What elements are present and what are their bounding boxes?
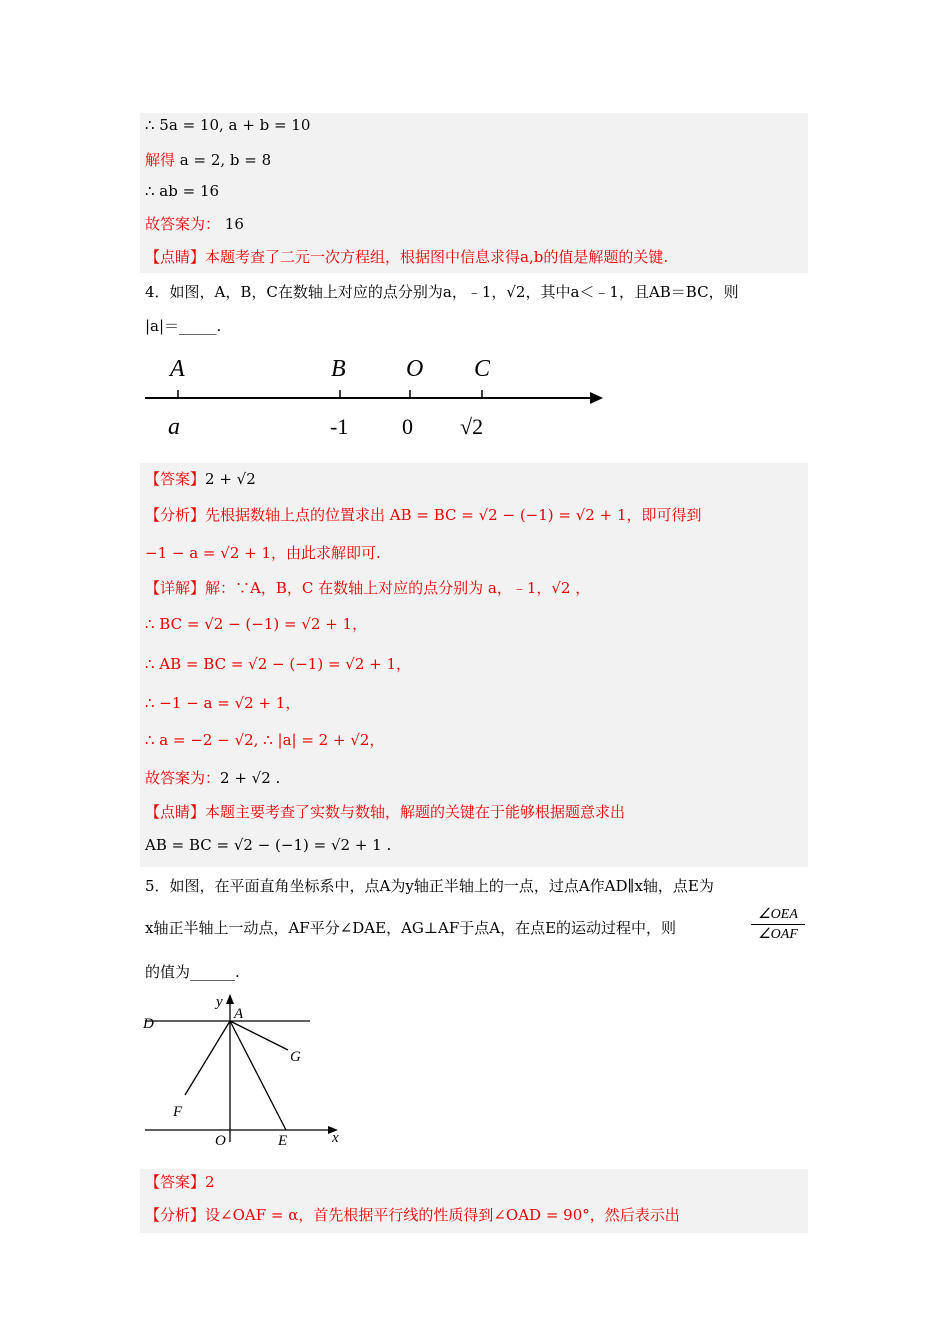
fraction-denominator: ∠OAF: [758, 927, 798, 942]
value-label-minus1: -1: [330, 414, 349, 439]
block1-line3: ∴ ab = 16: [145, 182, 220, 200]
segment-ae: [230, 1021, 286, 1130]
number-line-arrow: [590, 392, 603, 404]
label-g: G: [290, 1049, 301, 1065]
q4-final-answer: 故答案为：2 + √2 .: [145, 769, 281, 787]
q4-detail-line4: ∴ −1 − a = √2 + 1，: [145, 694, 301, 712]
block1-line2: 解得 a = 2, b = 8: [145, 151, 272, 169]
point-label-c: C: [474, 356, 491, 382]
q4-detail-line5: ∴ a = −2 − √2, ∴ |a| = 2 + √2，: [145, 731, 385, 749]
q4-analysis-line2: −1 − a = √2 + 1，由此求解即可.: [145, 544, 381, 562]
block1-line4: 故答案为： 16: [145, 215, 244, 233]
q5-stem-line2: x轴正半轴上一动点，AF平分∠DAE，AG⊥AF于点A，在点E的运动过程中，则: [145, 919, 677, 937]
q5-coordinate-figure: [140, 990, 360, 1150]
label-d: D: [143, 1016, 154, 1032]
label-y: y: [216, 994, 223, 1010]
q4-comment-line2: AB = BC = √2 − (−1) = √2 + 1 .: [145, 836, 392, 854]
point-label-b: B: [331, 356, 346, 382]
label-f: F: [173, 1104, 183, 1120]
q4-stem-line2: |a|＝_____.: [145, 317, 222, 335]
value-label-a: a: [168, 414, 180, 440]
value-label-sqrt2: √2: [460, 414, 484, 439]
segment-af: [185, 1021, 230, 1095]
block1-comment: 【点睛】本题考查了二元一次方程组，根据图中信息求得a,b的值是解题的关键.: [145, 248, 669, 266]
q4-analysis-line1: 【分析】先根据数轴上点的位置求出 AB = BC = √2 − (−1) = √2 + 1，即可得到: [145, 506, 702, 524]
q4-detail-line3: ∴ AB = BC = √2 − (−1) = √2 + 1，: [145, 655, 412, 673]
q5-answer: 【答案】2: [145, 1173, 215, 1191]
q4-comment-line1: 【点睛】本题主要考查了实数与数轴，解题的关键在于能够根据题意求出: [145, 803, 626, 821]
label-x: x: [332, 1130, 339, 1146]
fraction-numerator: ∠OEA: [751, 906, 805, 925]
q5-fraction: [751, 906, 805, 945]
q4-number-line-figure: [140, 350, 610, 440]
y-axis-arrow: [226, 994, 234, 1004]
value-label-0: 0: [402, 414, 413, 439]
q4-stem-line1: 4．如图，A，B，C在数轴上对应的点分别为a，﹣1，√2，其中a＜﹣1，且AB＝BC，则: [145, 283, 739, 301]
segment-ag: [230, 1021, 288, 1050]
q4-detail-line1: 【详解】解：∵A，B，C 在数轴上对应的点分别为 a，﹣1，√2 ，: [145, 579, 591, 597]
label-a: A: [234, 1006, 244, 1022]
label-e: E: [278, 1133, 288, 1149]
label-o: O: [215, 1133, 226, 1149]
q4-detail-line2: ∴ BC = √2 − (−1) = √2 + 1，: [145, 615, 368, 633]
block1-line1: ∴ 5a = 10, a + b = 10: [145, 116, 311, 134]
q4-answer: 【答案】2 + √2: [145, 470, 256, 488]
q5-analysis-line1: 【分析】设∠OAF = α，首先根据平行线的性质得到∠OAD = 90°，然后表示出: [145, 1206, 680, 1224]
q5-stem-line3: 的值为______.: [145, 963, 240, 981]
q5-stem-line1: 5．如图，在平面直角坐标系中，点A为y轴正半轴上的一点，过点A作AD∥x轴，点E为: [145, 877, 714, 895]
point-label-o: O: [406, 356, 424, 382]
point-label-a: A: [170, 356, 185, 382]
